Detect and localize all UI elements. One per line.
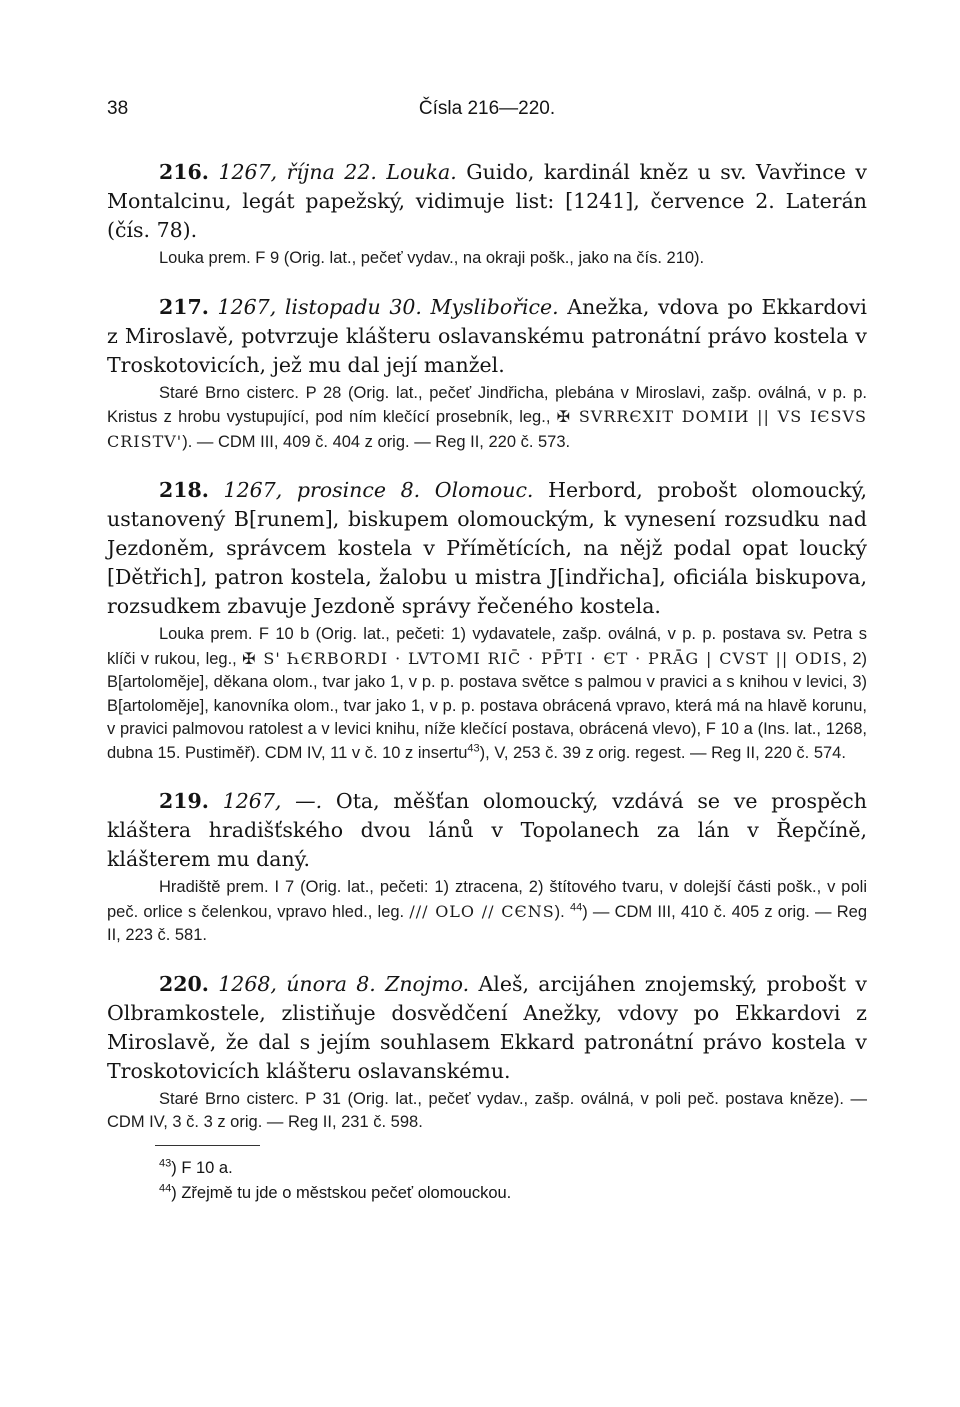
footnote-text: ) F 10 a. [171,1158,233,1177]
entry-date-place: 1267, listopadu 30. Myslibořice. [217,294,559,319]
entry-number: 216. [159,160,209,184]
entry-text: Aleš, arcijáhen znojemský, probošt v Olbramkostele, zlistiňuje dosvědčení Anežky, vdovy po Ekkardovi z Miroslavě, že dal s jejím souhlasem Ekkard patronátní právo kostela v Troskotovicích klášteru oslavanskému. [107,971,867,1083]
footnote-44 [159,1181,667,1206]
regest-paragraph [107,476,867,621]
footnote-text: ) Zřejmě tu jde o městskou pečeť olomouckou. [171,1183,512,1202]
entry-date-place: 1267, října 22. Louka. [218,160,457,184]
footnote-ref: 44 [569,901,583,913]
source-text: Louka prem. F 10 b (Orig. lat., pečeti: 1) vydavatele, zašp. oválná, v p. p. postava sv. Petra s klíči v rukou, leg., [107,625,867,668]
seal-legend: ✠ SVRRЄXIT DOMIИ || VS IЄSVS CRISTV' [107,407,867,451]
seal-legend: /// OLO // CЄNS [409,901,555,921]
source-text-middle: , 2) B[artoloměje], děkana olom., tvar jako 1, v p. p. postava světce s palmou v pravici a s knihou v levici, 3) B[artoloměje], kanovníka olom., tvar jako 1, v p. p. postava obrácená vpravo, která má na hlavě korunu, v pravici palmovou ratolest a v levici knihu, níže klečící postava, obrácená vlevo), F 10 a (Ins. lat., 1268, dubna 15. Pustiměř). CDM IV, 11 v č. 10 z insertu [107,649,868,762]
page-number: 38 [107,98,129,119]
running-header [107,92,867,132]
entry-text: Ota, měšťan olomoucký, vzdává se ve prospěch kláštera hradišťského dvou lánů v Topolanech za lán v Řepčíně, klášterem mu daný. [107,789,867,871]
source-note [107,876,867,948]
seal-legend: ✠ S' ҺЄRBORDI · LVTOMI RIC̄ · PP̄TI · ЄT · PRĀG | CVST || ODIS [242,648,843,668]
entry-text: Herbord, probošt olomoucký, ustanovený B[runem], biskupem olomouckým, k vynesení rozsudku nad Jezdoněm, správcem kostela v Přímětících, na nějž podal opat loucký [Dětřich], patron kostela, žalobu u mistra J[indřicha], oficiála biskupova, rozsudkem zbavuje Jezdoně správy řečeného kostela. [107,478,867,618]
entry-text: Anežka, vdova po Ekkardovi z Miroslavě, potvrzuje klášteru oslavanskému patronátní právo kostela v Troskotovicích, jež mu dal její manžel. [107,294,867,377]
footnotes [107,1145,667,1206]
source-note [107,382,867,455]
source-note: Staré Brno cisterc. P 31 (Orig. lat., pečeť vydav., zašp. oválná, v poli peč. postava kněze). — CDM IV, 3 č. 3 z orig. — Reg II, 231 č. 598. [107,1089,867,1131]
entry-date-place: 1268, února 8. Znojmo. [218,971,470,996]
source-note: Louka prem. F 9 (Orig. lat., pečeť vydav., na okraji pošk., jako na čís. 210). [159,249,705,267]
regest-paragraph [107,293,867,380]
source-text-end: ). — CDM III, 409 č. 404 z orig. — Reg II, 220 č. 573. [182,432,571,451]
source-note [107,623,867,765]
regest-paragraph [107,787,867,874]
entry-219 [107,787,867,948]
footnote-mark: 44 [159,1182,172,1194]
footnote-mark: 43 [159,1157,172,1169]
source-text: Staré Brno cisterc. P 28 (Orig. lat., pečeť Jindřicha, plebána v Miroslavi, zašp. oválná, v p. p. Kristus z hrobu vystupující, pod ním klečící prosebník, leg., [107,383,867,426]
entry-date-place: 1267, prosince 8. Olomouc. [223,478,534,502]
footnote-43 [159,1156,667,1181]
entry-number: 217. [159,294,209,319]
regest-paragraph [107,158,867,245]
source-text-end: ), V, 253 č. 39 z orig. regest. — Reg II, 220 č. 574. [479,743,846,762]
entry-218 [107,476,867,765]
entry-220 [107,970,867,1135]
running-title: Čísla 216—220. [418,98,556,119]
footnote-divider [155,1145,260,1146]
source-text: Hradiště prem. I 7 (Orig. lat., pečeti: 1) ztracena, 2) štítového tvaru, v dolejší části pošk., v poli peč. orlice s čelenkou, vpravo hled., leg. [107,878,867,921]
footnote-ref: 43 [467,742,480,754]
entry-217 [107,293,867,455]
entry-date-place: 1267, —. [222,789,323,813]
source-text-end: ) — CDM III, 410 č. 405 z orig. — Reg II, 223 č. 581. [107,902,868,944]
source-text-middle: ). [554,902,570,921]
entry-number: 220. [159,971,209,996]
entry-216 [107,158,867,271]
entry-number: 218. [159,478,209,502]
entry-text: Guido, kardinál kněz u sv. Vavřince v Montalcinu, legát papežský, vidimuje list: [1241], července 2. Laterán (čís. 78). [107,160,867,242]
entry-number: 219. [159,789,209,813]
page [107,92,867,1206]
regest-paragraph [107,970,867,1086]
